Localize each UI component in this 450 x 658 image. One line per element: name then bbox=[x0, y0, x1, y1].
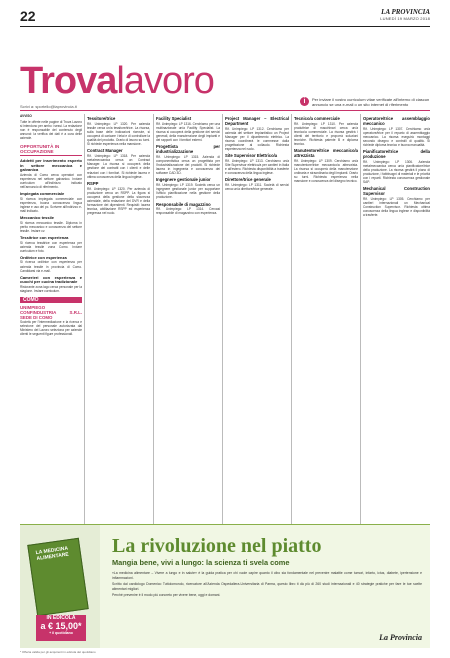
edicola-extra: + il quotidiano bbox=[49, 631, 73, 635]
job-item-text: Rif. Unimpiego: LP 1306. Azienda metalmeccanica cerca un/a pianificatore/trice della produzione. La risorsa gestirà il piano di produzione, i fabbisogni di materiali e le priorità con i reparti. Richiesta conoscenza gestionale SAP. bbox=[363, 159, 430, 185]
section-title bbox=[20, 62, 214, 100]
job-ad-text: Si ricerca impiegata commerciale con esperienza, buona conoscenza lingua inglese e uso del pc. Scrivere all'indirizzo e-mail indicato. bbox=[20, 196, 82, 213]
job-item-title: Project Manager – Electrical Department bbox=[225, 116, 289, 126]
job-item bbox=[225, 117, 289, 151]
job-ad bbox=[20, 216, 82, 233]
job-item-title: Progettista per industrializzazione bbox=[156, 144, 220, 155]
masthead bbox=[380, 8, 430, 21]
job-item-title: Responsabile di magazzino bbox=[156, 201, 211, 207]
job-ad-text: Ristorante zona lago cerca personale per la stagione. Inviare curriculum. bbox=[20, 284, 82, 293]
section-title-part1: Trova bbox=[20, 60, 117, 102]
job-ad bbox=[20, 276, 82, 293]
book-visual bbox=[20, 525, 100, 648]
job-item-text: Rif. Unimpiego: LP 1307. Cerchiamo un/a operatore/trice per il reparto di assemblaggio meccanico. La risorsa eseguirà montaggi secondo disegno e controlli di qualità. Si richiede diploma tecnico e buona manualità. bbox=[363, 126, 430, 147]
info-icon: i bbox=[300, 97, 309, 106]
job-item-title: Ingegnere gestionale junior bbox=[156, 177, 211, 183]
footnote: * Offerta valida per gli acquirenti in edicola del quotidiano bbox=[20, 650, 96, 654]
job-ad bbox=[20, 236, 82, 253]
column-divider bbox=[84, 114, 85, 524]
job-ad-text: Azienda di Como cerca operatori con esperienza nel settore galvanico. Inviare curriculum all'indirizzo indicato nell'annuncio di riferimento. bbox=[20, 172, 82, 190]
job-item bbox=[294, 117, 358, 146]
job-item-title: Contract Manager bbox=[87, 148, 123, 154]
avviso-text: Tutte le offerte nelle pagine di Trova Lavoro si intendono per ambo i sessi. La redazione non è responsabile del contenuto degli annunci: la verifica dei dati è a cura delle aziende. bbox=[20, 120, 82, 141]
job-item bbox=[156, 178, 220, 199]
job-item-text: Rif. Unimpiego: LP 1320. Per azienda di produzione cerca un RSPP. La figura si occuperà della gestione della sicurezza aziendale, della redazione del DVR e della formazione dei dipendenti. Requisiti: laurea tecnica, abilitazione RSPP ed esperienza pregressa nel ruolo. bbox=[87, 186, 150, 216]
job-item-title: Site Supervisor Elettrico/a bbox=[225, 153, 278, 159]
job-ad-text: Si ricerca tessitrice con esperienza per azienda tessile zona Como. Inviare curriculum e foto. bbox=[20, 240, 82, 253]
job-item-text: Rif. Unimpiego: LP 1309. Cerchiamo un/a manutentore/trice meccanico/a attrezzista. La risorsa si occuperà della manutenzione ordinaria e straordinaria degli impianti. Orario su turni. Richiesta esperienza nella mansione e conoscenza del disegno tecnico. bbox=[294, 158, 358, 184]
column-divider bbox=[360, 114, 361, 524]
info-note-text: Per inviare il vostro curriculum vitae verificate all'interno di ciascun annuncio se una e-mail o un sito internet di riferimento bbox=[312, 97, 430, 107]
page-number: 22 bbox=[20, 8, 36, 24]
job-item-text: Rif. Unimpiego: LP 1316. Cerchiamo per una multinazionale un/a Facility Specialist. La risorsa si occuperà della gestione dei servizi generali, della manutenzione degli impianti e dei rapporti con i fornitori esterni. bbox=[156, 121, 220, 143]
job-item bbox=[225, 178, 289, 191]
job-ad bbox=[20, 256, 82, 273]
paper-name: LA PROVINCIA bbox=[381, 8, 430, 16]
column-5 bbox=[294, 114, 358, 524]
promo-logo: La Provincia bbox=[379, 633, 422, 642]
job-item-title: Operatore/trice assemblaggio meccanico bbox=[363, 116, 430, 126]
edicola-badge bbox=[36, 615, 86, 641]
job-item-title: RSPP bbox=[87, 180, 99, 186]
job-item bbox=[363, 187, 430, 217]
info-note bbox=[300, 97, 430, 107]
job-item-text: Rif. Unimpiego: LP 1314. Cercasi responsabile di magazzino con esperienza. bbox=[156, 207, 220, 216]
edicola-label: IN EDICOLA bbox=[46, 615, 76, 621]
job-ad bbox=[20, 192, 82, 213]
job-item-title: Manutentore/trice meccanico/a attrezzista bbox=[294, 148, 358, 159]
job-item-text: Rif. Unimpiego: LP 1310. Per azienda produttrice di macchinari cerca un/a tecnico/a commerciale. La risorsa gestirà i clienti del territorio e proporrà soluzioni tecniche. Richiesta patente B e diploma tecnico. bbox=[294, 121, 358, 147]
job-ad-title: Meccanico tessile bbox=[20, 215, 55, 221]
promo-paragraph: Scritto dal cardiologo Domenico Tuttolomondo, ricercatore all'Azienda Ospedaliera-Universitaria di Parma, questo libro ti dà più di 260 studi internazionali e 40 strategie pratiche per fare le tue scelte alimentari migliori. bbox=[112, 582, 422, 591]
job-item-text: Rif. Unimpiego: LP 1318. Per azienda metalmeccanica cerca un Contract Manager. La risorsa si occuperà della gestione dei contratti con i clienti e delle relazioni con i fornitori. Si richiede laurea e ottima conoscenza della lingua inglese. bbox=[87, 154, 150, 179]
job-item bbox=[294, 149, 358, 183]
column-6 bbox=[363, 114, 430, 524]
promo-subheadline: Mangia bene, vivi a lungo: la scienza ti svela come bbox=[112, 558, 290, 567]
job-item bbox=[225, 154, 289, 175]
category-heading: OPPORTUNITÀ IN OCCUPAZIONE bbox=[20, 144, 82, 156]
column-divider bbox=[153, 114, 154, 524]
column-divider bbox=[291, 114, 292, 524]
avviso-title: AVVISO bbox=[20, 114, 32, 118]
job-item-title: Direttore/trice generale bbox=[225, 177, 271, 183]
job-item-text: Rif. Unimpiego: LP 1320. Per azienda tessile cerca un/a tessitore/trice. La risorsa, sulla base delle indicazioni ricevute, si occuperà di caricare i telai e di controllare la qualità del prodotto. Orario di lavoro su turni. Si richiede esperienza nella mansione. bbox=[87, 121, 150, 147]
job-item bbox=[156, 145, 220, 175]
job-item bbox=[363, 117, 430, 147]
column-1 bbox=[20, 114, 82, 550]
job-item bbox=[87, 117, 150, 146]
column-3 bbox=[156, 114, 220, 524]
edicola-price: a € 15,00* bbox=[40, 621, 82, 631]
company-name: UNIMPIEGO CONFINDUSTRIA S.R.L. SEDE DI COMO bbox=[20, 305, 82, 321]
job-ad bbox=[20, 159, 82, 189]
promo-paragraph: Perché prevenire è il modo più concreto per vivere bene, oggi e domani. bbox=[112, 593, 221, 598]
job-ad-title: Addetti per inserimento esperto in settore meccanica e galvanica bbox=[20, 157, 82, 173]
promo-banner[interactable] bbox=[20, 524, 430, 648]
job-item bbox=[156, 203, 220, 216]
paper-date: LUNEDÌ 19 MARZO 2018 bbox=[380, 16, 430, 21]
column-2 bbox=[87, 114, 150, 524]
job-item bbox=[87, 182, 150, 215]
job-item-title: Mechanical Construction Supervisor bbox=[363, 186, 430, 197]
job-item-title: Pianificatore/trice della produzione bbox=[363, 149, 430, 159]
promo-headline: La rivoluzione nel piatto bbox=[112, 535, 322, 557]
promo-body bbox=[112, 571, 422, 600]
job-item-text: Rif. Unimpiego: LP 1315. Azienda di componentistica cerca un progettista per l'industrializzazione dei prodotti. Si richiede laurea in ingegneria e conoscenza dei software CAD 3D. bbox=[156, 154, 220, 176]
job-item-title: Facility Specialist bbox=[156, 116, 192, 121]
como-band: COMO bbox=[20, 297, 82, 303]
column-divider bbox=[222, 114, 223, 524]
section-title-part2: lavoro bbox=[116, 60, 214, 102]
job-item bbox=[156, 117, 220, 142]
job-item-text: Rif. Unimpiego: LP 1313. Cerchiamo un/a Site Supervisor elettrico/a per cantieri in Italia e all'estero. Richiesta disponibilità a trasferte e conoscenza della lingua inglese. bbox=[225, 158, 289, 176]
column-4 bbox=[225, 114, 289, 524]
job-item-text: Rif. Unimpiego: LP 1319. Società cerca un ingegnere gestionale junior per supportare l'ufficio pianificazione nella gestione della produzione. bbox=[156, 183, 220, 200]
section-contact[interactable]: Scrivi a: sportello@laprovincia.it bbox=[20, 104, 77, 109]
job-ad-title: Impiegata commerciale bbox=[20, 191, 65, 197]
job-item bbox=[363, 150, 430, 184]
job-item-title: Tecnico/a commerciale bbox=[294, 116, 340, 121]
job-ad-title: Tessitrice con esperienza bbox=[20, 234, 69, 240]
job-item-text: Rif. Unimpiego: LP 1311. Società di servizi cerca un/a direttore/trice generale. bbox=[225, 183, 289, 192]
job-item-text: Rif. Unimpiego: LP 1305. Cerchiamo per cantieri internazionali un Mechanical Construction Supervisor. Richiesta ottima conoscenza della lingua inglese e disponibilità a trasferte. bbox=[363, 196, 430, 218]
company-text: Società per l'intermediazione e la ricerca e selezione del personale autorizzata dal Ministero del Lavoro seleziona per aziende clienti le seguenti figure professionali. bbox=[20, 320, 82, 337]
book-title: LA MEDICINA ALIMENTARE bbox=[35, 545, 70, 563]
job-item-title: Tessitore/trice bbox=[87, 116, 116, 121]
title-rule bbox=[20, 110, 430, 111]
job-ad-title: Camerieri con esperienza e cuochi per cucina tradizionale bbox=[20, 274, 82, 285]
job-ad-title: Orditrice con esperienza bbox=[20, 254, 67, 260]
job-ad-text: Si ricerca meccanico tessile. Diploma in perito meccanico e conoscenza del settore tessile. Inviare cv. bbox=[20, 220, 82, 233]
job-ad-text: Si ricerca orditrice con esperienza per azienda tessile in provincia di Como. Candidarsi via e-mail. bbox=[20, 260, 82, 273]
top-rule bbox=[20, 26, 430, 27]
promo-paragraph: «La medicina alimentare – Vivere a lungo e in salute» è la guida pratica per chi vuole capire quanto il cibo sia fondamentale nel prevenire malattie come tumori, infarto, ictus, diabete, ipertensione e infiammazioni. bbox=[112, 571, 422, 580]
job-item bbox=[87, 149, 150, 178]
job-item-text: Rif. Unimpiego: LP 1312. Cerchiamo per azienda del settore impiantistico un Project Manager per il dipartimento elettrico. La risorsa coordinerà le commesse dalla progettazione al collaudo. Richiesta esperienza nel ruolo. bbox=[225, 126, 289, 152]
